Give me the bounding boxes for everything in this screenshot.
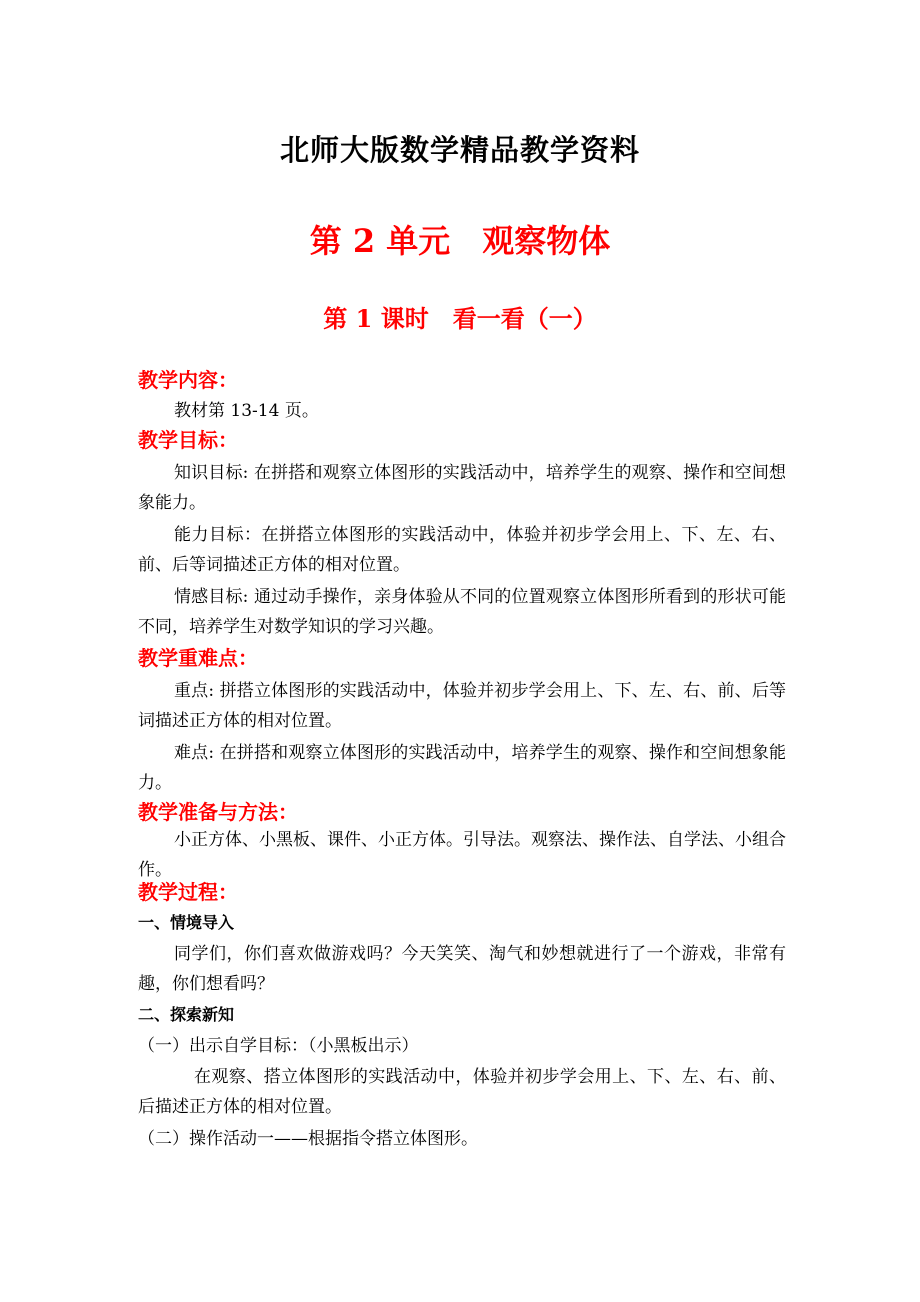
preparation-heading: 教学准备与方法： <box>138 800 298 824</box>
objective-ability: 能力目标：在拼搭立体图形的实践活动中，体验并初步学会用上、下、左、右、前、后等词描述正方体的相对位置。 <box>138 525 786 575</box>
sub1-text: 在观察、搭立体图形的实践活动中，体验并初步学会用上、下、左、右、前、后描述正方体的相对位置。 <box>138 1067 786 1117</box>
sub2-title: （二）操作活动一——根据指令搭立体图形。 <box>138 1129 478 1149</box>
key-points-heading: 教学重难点： <box>138 646 258 670</box>
step1-title: 一、情境导入 <box>138 913 235 932</box>
unit-title: 第 2 单元 观察物体 <box>309 222 611 260</box>
objective-knowledge: 知识目标: 在拼搭和观察立体图形的实践活动中，培养学生的观察、操作和空间想象能力。 <box>138 463 786 513</box>
content-text: 教材第 13-14 页。 <box>174 401 319 421</box>
lesson-title: 第 1 课时 看一看（一） <box>323 304 597 333</box>
step2-title: 二、探索新知 <box>138 1005 235 1024</box>
sub1-title: （一）出示自学目标：（小黑板出示） <box>138 1036 419 1056</box>
difficulty-point: 难点: 在拼搭和观察立体图形的实践活动中，培养学生的观察、操作和空间想象能力。 <box>138 743 786 793</box>
objective-emotion: 情感目标: 通过动手操作，亲身体验从不同的位置观察立体图形所看到的形状可能不同，培养学生对数学知识的学习兴趣。 <box>138 587 786 637</box>
preparation-text: 小正方体、小黑板、课件、小正方体。引导法。观察法、操作法、自学法、小组合作。 <box>138 830 786 880</box>
document-title: 北师大版数学精品教学资料 <box>279 133 640 167</box>
process-heading: 教学过程： <box>138 880 238 904</box>
objectives-heading: 教学目标： <box>138 428 238 452</box>
step1-text: 同学们，你们喜欢做游戏吗？今天笑笑、淘气和妙想就进行了一个游戏，非常有趣，你们想看吗？ <box>138 944 786 994</box>
key-point: 重点: 拼搭立体图形的实践活动中，体验并初步学会用上、下、左、右、前、后等词描述正方体的相对位置。 <box>138 681 786 731</box>
content-heading: 教学内容： <box>138 368 238 392</box>
